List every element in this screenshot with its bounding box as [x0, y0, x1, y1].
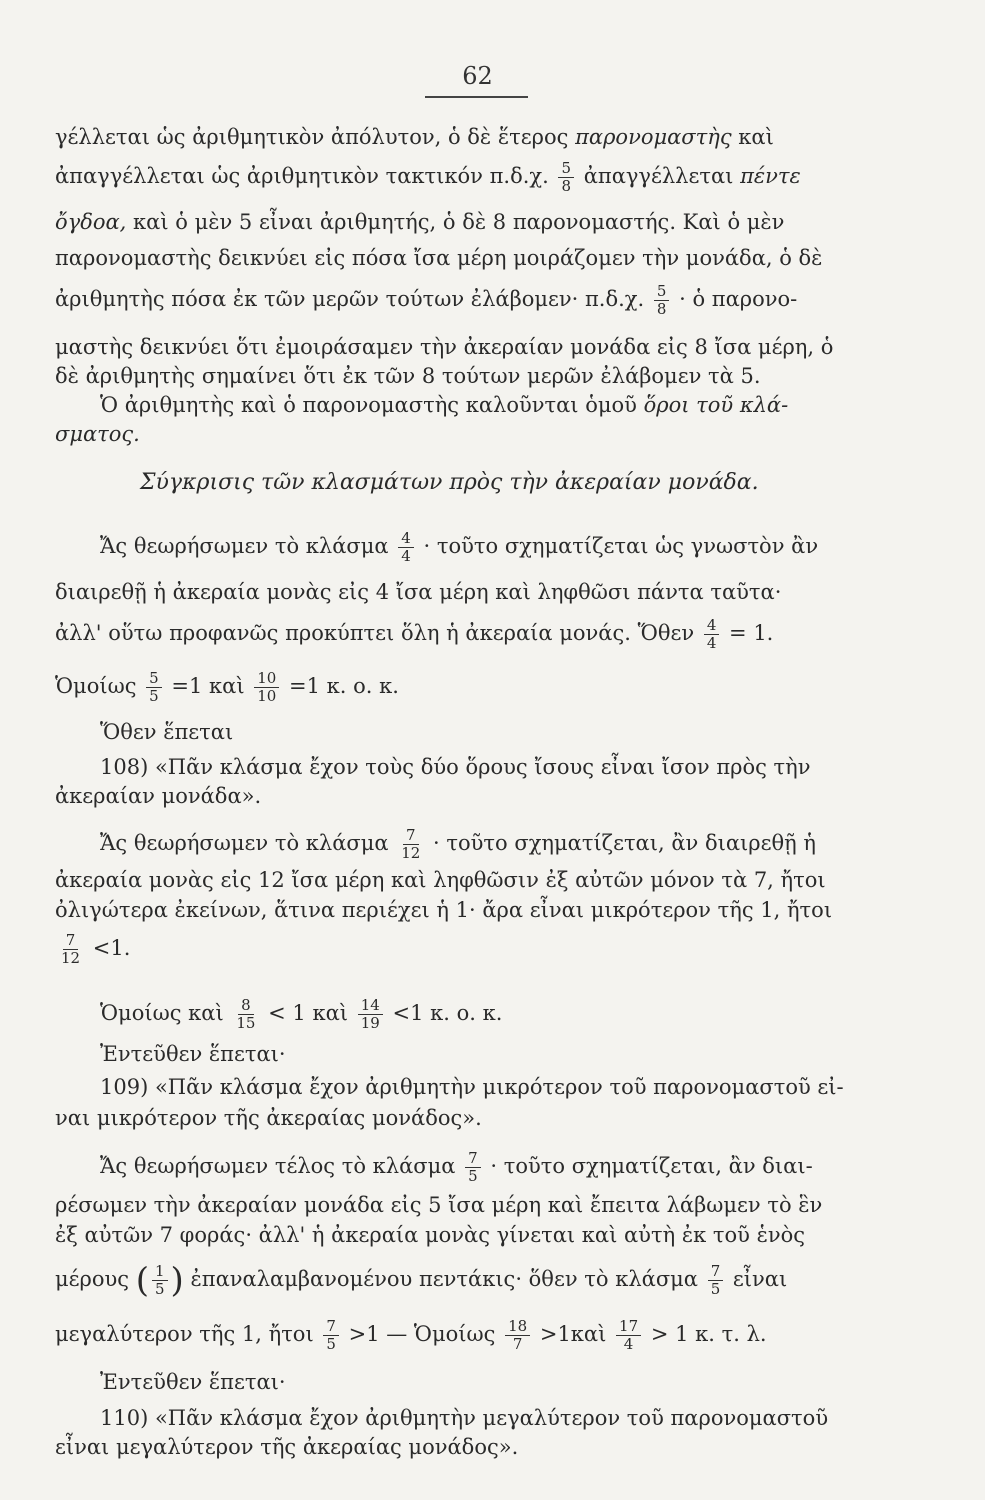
- page-number: 62: [462, 62, 493, 90]
- text-line: [100, 1150, 935, 1185]
- text-line: Ἐντεῦθεν ἕπεται·: [100, 1370, 286, 1394]
- denominator: 5: [155, 1280, 165, 1298]
- text-span: Ἄς θεωρήσωμεν τὸ κλάσμα: [100, 831, 389, 855]
- numerator: 1: [152, 1263, 168, 1281]
- text-span: · τοῦτο σχηματίζεται, ἂν διαι-: [490, 1154, 813, 1178]
- numerator: 5: [654, 283, 670, 301]
- text-span: ἀπαγγέλλεται ὡς ἀριθμητικὸν τακτικόν π.δ.χ.: [55, 164, 549, 188]
- page-number-rule: [425, 96, 528, 98]
- text-span: > 1 κ. τ. λ.: [650, 1322, 767, 1346]
- text-span: ἀριθμητὴς πόσα ἐκ τῶν μερῶν τούτων ἐλάβομεν· π.δ.χ.: [55, 287, 645, 311]
- text-line: [55, 617, 935, 652]
- fraction: [233, 997, 258, 1032]
- fraction: [465, 1150, 481, 1185]
- denominator: 7: [512, 1335, 523, 1353]
- text-line: [55, 160, 935, 195]
- fraction: [152, 1263, 168, 1298]
- fraction: [505, 1318, 530, 1353]
- text-line: ὀλιγώτερα ἐκείνων, ἅτινα περιέχει ἡ 1· ἄρα εἶναι μικρότερον τῆς 1, ἤτοι: [55, 898, 833, 922]
- fraction: [58, 932, 83, 967]
- italic-term: παρονομαστὴς: [575, 125, 732, 149]
- text-line: παρονομαστὴς δεικνύει εἰς πόσα ἴσα μέρη μοιράζομεν τὴν μονάδα, ὁ δὲ: [55, 246, 823, 270]
- fraction: [616, 1318, 641, 1353]
- text-span: ἀλλ' οὕτω προφανῶς προκύπτει ὅλη ἡ ἀκεραία μονάς. Ὅθεν: [55, 621, 695, 645]
- text-span: <1.: [92, 936, 131, 960]
- text-span: <1 κ. ο. κ.: [392, 1001, 503, 1025]
- fraction: [358, 997, 383, 1032]
- numerator: 4: [704, 617, 720, 635]
- fraction: [146, 670, 162, 705]
- text-span: καὶ ὁ μὲν 5 εἶναι ἀριθμητής, ὁ δὲ 8 παρονομαστής. Καὶ ὁ μὲν: [133, 210, 785, 234]
- numerator: 10: [254, 670, 279, 688]
- numerator: 5: [558, 160, 574, 178]
- denominator: 10: [257, 687, 277, 705]
- text-span: >1 — Ὁμοίως: [348, 1322, 496, 1346]
- fraction: [254, 670, 279, 705]
- numerator: 4: [398, 530, 414, 548]
- text-line: [100, 827, 935, 862]
- text-span: Ὁμοίως: [55, 674, 137, 698]
- denominator: 5: [468, 1167, 478, 1185]
- numerator: 7: [403, 827, 419, 845]
- text-span: · τοῦτο σχηματίζεται, ἂν διαιρεθῇ ἡ: [433, 831, 816, 855]
- fraction: [558, 160, 574, 195]
- denominator: 4: [401, 547, 411, 565]
- text-span: εἶναι: [732, 1267, 788, 1291]
- section-heading: Σύγκρισις τῶν κλασμάτων πρὸς τὴν ἀκεραίαν μονάδα.: [140, 470, 759, 495]
- text-span: · ὁ παρονο-: [679, 287, 798, 311]
- text-line: διαιρεθῇ ἡ ἀκεραία μονὰς εἰς 4 ἴσα μέρη καὶ ληφθῶσι πάντα ταῦτα·: [55, 580, 782, 604]
- text-span: γέλλεται ὡς ἀριθμητικὸν ἀπόλυτον, ὁ δὲ ἕτερος: [55, 125, 569, 149]
- numerator: 14: [358, 997, 383, 1015]
- fraction: [704, 617, 720, 652]
- text-line: [100, 391, 935, 419]
- text-line: Ἐντεῦθεν ἕπεται·: [100, 1042, 286, 1066]
- numerator: 7: [708, 1263, 724, 1281]
- text-line: ἀκεραίαν μονάδα».: [55, 784, 262, 808]
- text-span: = 1.: [729, 621, 774, 645]
- italic-term: ὅροι τοῦ κλά-: [643, 393, 789, 417]
- fraction: [323, 1318, 339, 1353]
- denominator: 4: [706, 634, 717, 652]
- text-span: ἐπαναλαμβανομένου πεντάκις· ὅθεν τὸ κλάσμα: [190, 1267, 698, 1291]
- text-span: < 1 καὶ: [268, 1001, 349, 1025]
- text-span: · τοῦτο σχηματίζεται ὡς γνωστὸν ἂν: [423, 534, 819, 558]
- parenthesis: (: [135, 1260, 149, 1301]
- parenthesis: ): [170, 1260, 184, 1301]
- text-span: Ὁ ἀριθμητὴς καὶ ὁ παρονομαστὴς καλοῦνται ὁμοῦ: [100, 393, 637, 417]
- text-span: Ἄς θεωρήσωμεν τέλος τὸ κλάσμα: [100, 1154, 456, 1178]
- text-line: [55, 283, 935, 318]
- numerator: 7: [323, 1318, 339, 1336]
- denominator: 8: [561, 177, 572, 195]
- text-line: ἀκεραία μονὰς εἰς 12 ἴσα μέρη καὶ ληφθῶσιν ἐξ αὐτῶν μόνον τὰ 7, ἤτοι: [55, 868, 826, 892]
- denominator: 5: [149, 687, 159, 705]
- denominator: 15: [236, 1014, 256, 1032]
- text-span: Ὁμοίως καὶ: [100, 1001, 224, 1025]
- text-line: δὲ ἀριθμητὴς σημαίνει ὅτι ἐκ τῶν 8 τούτων μερῶν ἐλάβομεν τὰ 5.: [55, 364, 761, 388]
- text-span: μέρους: [55, 1267, 130, 1291]
- fraction: [654, 283, 670, 318]
- denominator: 5: [710, 1280, 721, 1298]
- text-line: 110) «Πᾶν κλάσμα ἔχον ἀριθμητὴν μεγαλύτερον τοῦ παρονομαστοῦ: [100, 1406, 829, 1430]
- text-line: ρέσωμεν τὴν ἀκεραίαν μονάδα εἰς 5 ἴσα μέρη καὶ ἔπειτα λάβωμεν τὸ ἓν: [55, 1193, 823, 1217]
- italic-term: πέντε: [740, 164, 801, 188]
- denominator: 5: [326, 1335, 336, 1353]
- numerator: 5: [146, 670, 162, 688]
- fraction: [398, 530, 414, 565]
- text-span: Ἄς θεωρήσωμεν τὸ κλάσμα: [100, 534, 389, 558]
- text-line: 108) «Πᾶν κλάσμα ἔχον τοὺς δύο ὅρους ἴσους εἶναι ἴσον πρὸς τὴν: [100, 755, 811, 779]
- numerator: 18: [505, 1318, 530, 1336]
- denominator: 4: [623, 1335, 634, 1353]
- text-span: ἀπαγγέλλεται: [583, 164, 734, 188]
- text-line: Ὅθεν ἕπεται: [100, 720, 234, 744]
- text-line: εἶναι μεγαλύτερον τῆς ἀκεραίας μονάδος».: [55, 1435, 519, 1459]
- text-line: [55, 123, 935, 151]
- text-line: [100, 530, 935, 565]
- denominator: 12: [61, 949, 81, 967]
- numerator: 7: [63, 932, 79, 950]
- text-line: ἐξ αὐτῶν 7 φοράς· ἀλλ' ἡ ἀκεραία μονὰς γίνεται καὶ αὐτὴ ἐκ τοῦ ἑνὸς: [55, 1223, 806, 1247]
- text-span: καὶ: [738, 125, 774, 149]
- denominator: 19: [360, 1014, 380, 1032]
- fraction: [398, 827, 423, 862]
- text-span: =1 καὶ: [171, 674, 245, 698]
- text-line: [55, 1318, 935, 1353]
- numerator: 7: [465, 1150, 481, 1168]
- fraction: [708, 1263, 724, 1298]
- text-line: σματος.: [55, 422, 140, 446]
- text-line: [55, 1260, 935, 1301]
- text-line: [55, 208, 935, 236]
- text-line: ναι μικρότερον τῆς ἀκεραίας μονάδος».: [55, 1106, 482, 1130]
- italic-term: ὄγδοα,: [55, 210, 127, 234]
- numerator: 17: [616, 1318, 641, 1336]
- text-span: >1καὶ: [539, 1322, 607, 1346]
- numerator: 8: [238, 997, 254, 1015]
- text-line: [100, 997, 935, 1032]
- text-line: μαστὴς δεικνύει ὅτι ἐμοιράσαμεν τὴν ἀκεραίαν μονάδα εἰς 8 ἴσα μέρη, ὁ: [55, 335, 834, 359]
- denominator: 8: [656, 300, 667, 318]
- text-line: [55, 670, 935, 705]
- text-span: =1 κ. ο. κ.: [289, 674, 399, 698]
- denominator: 12: [401, 844, 421, 862]
- text-line: 109) «Πᾶν κλάσμα ἔχον ἀριθμητὴν μικρότερον τοῦ παρονομαστοῦ εἰ-: [100, 1075, 844, 1099]
- text-line: [55, 932, 935, 967]
- text-span: μεγαλύτερον τῆς 1, ἤτοι: [55, 1322, 314, 1346]
